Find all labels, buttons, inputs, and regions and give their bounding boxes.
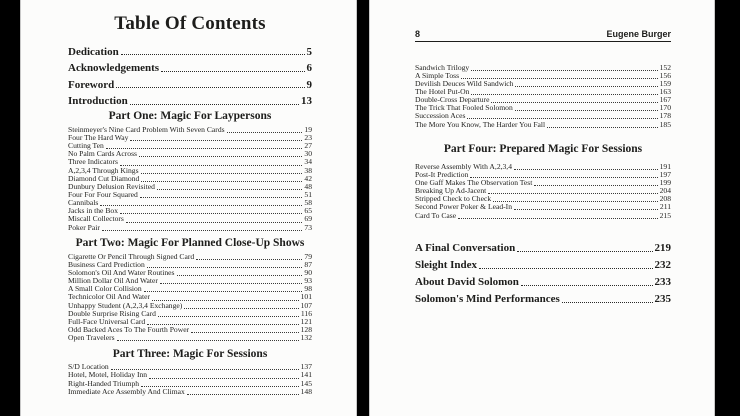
back-matter-list (415, 237, 671, 305)
toc-entry (68, 224, 312, 232)
dot-leader (458, 218, 658, 219)
running-header (415, 29, 671, 42)
toc-entry (415, 237, 671, 254)
toc-entry (415, 212, 671, 220)
dot-leader (120, 165, 302, 166)
entry-label: S/D Location (68, 362, 109, 372)
entry-page-number: 170 (659, 103, 671, 113)
entry-page-number: 42 (304, 173, 312, 183)
entry-page-number: 58 (304, 198, 312, 208)
entry-label: Breaking Up Ad-Jacent (415, 186, 487, 196)
entry-label: Four For Four Squared (68, 190, 138, 200)
entry-label: Solomon's Oil And Water Routines (68, 268, 175, 278)
entry-page-number: 148 (300, 386, 312, 396)
entry-page-number: 107 (300, 300, 312, 310)
dot-leader (521, 285, 653, 286)
entry-label: Sandwich Trilogy (415, 62, 470, 72)
dot-leader (514, 209, 658, 210)
dot-leader (514, 169, 658, 170)
dot-leader (471, 94, 657, 95)
entry-label: Post-It Prediction (415, 169, 469, 179)
entry-label: About David Solomon (415, 276, 519, 289)
entry-page-number: 197 (659, 169, 671, 179)
front-matter-list (68, 41, 312, 107)
entry-page-number: 208 (659, 194, 671, 204)
dot-leader (488, 193, 657, 194)
entry-page-number: 185 (659, 119, 671, 129)
entry-page-number: 30 (304, 149, 312, 159)
entry-page-number: 163 (659, 86, 671, 96)
toc-entry (68, 192, 312, 200)
entry-page-number: 178 (659, 111, 671, 121)
entry-page-number: 232 (654, 259, 671, 272)
dot-leader (177, 275, 303, 276)
entry-label: Solomon's Mind Performances (415, 293, 560, 306)
dot-leader (196, 259, 302, 260)
entry-label: Four The Hard Way (68, 133, 129, 143)
entry-label: Acknowledgements (68, 62, 160, 75)
toc-entry (68, 135, 312, 143)
entry-page-number: 121 (300, 316, 312, 326)
dot-leader (157, 189, 303, 190)
entry-label: Unhappy Student (A,2,3,4 Exchange) (68, 300, 183, 310)
entry-page-number: 215 (659, 210, 671, 220)
entry-page-number: 51 (304, 190, 312, 200)
dot-leader (534, 185, 657, 186)
dot-leader (547, 127, 657, 128)
entry-page-number: 116 (300, 308, 312, 318)
header-page-number: 8 (415, 29, 421, 39)
entry-label: A Final Conversation (415, 242, 516, 255)
entry-label: Succession Aces (415, 111, 466, 121)
part-one-list (68, 126, 312, 232)
entry-page-number: 34 (304, 157, 312, 167)
part-two-heading: Part Two: Magic For Planned Close-Up Shows (75, 237, 305, 250)
toc-entry (68, 91, 312, 108)
entry-label: Dedication (68, 45, 119, 58)
entry-page-number: 145 (300, 378, 312, 388)
entry-label: The Trick That Fooled Solomon (415, 103, 513, 113)
dot-leader (158, 316, 299, 317)
entry-label: Double-Cross Departure (415, 95, 490, 105)
dot-leader (141, 173, 303, 174)
dot-leader (149, 378, 299, 379)
entry-label: A Small Color Collision (68, 284, 142, 294)
dot-leader (562, 302, 653, 303)
entry-page-number: 19 (304, 124, 312, 134)
dot-leader (515, 110, 658, 111)
entry-page-number: 191 (659, 161, 671, 171)
entry-label: Double Surprise Rising Card (68, 308, 156, 318)
entry-page-number: 235 (654, 293, 671, 306)
entry-page-number: 128 (300, 325, 312, 335)
part-three-continued-list (415, 64, 671, 129)
dot-leader (517, 251, 652, 252)
toc-entry (68, 388, 312, 396)
entry-label: A Simple Toss (415, 70, 460, 80)
entry-page-number: 65 (304, 206, 312, 216)
entry-label: Business Card Prediction (68, 259, 145, 269)
entry-label: Dunbury Delusion Revisited (68, 181, 155, 191)
entry-label: Introduction (68, 95, 128, 108)
dot-leader (187, 394, 299, 395)
page-title: Table Of Contents (114, 13, 266, 34)
entry-page-number: 219 (654, 242, 671, 255)
entry-label: Three Indicators (68, 157, 118, 167)
entry-page-number: 211 (659, 202, 671, 212)
toc-entry (68, 58, 312, 75)
entry-page-number: 159 (659, 78, 671, 88)
dot-leader (126, 222, 303, 223)
entry-label: Miscall Collectors (68, 214, 124, 224)
entry-label: Devilish Deuces Wild Sandwich (415, 78, 514, 88)
entry-label: Hotel, Motel, Holiday Inn (68, 370, 148, 380)
part-three-list (68, 364, 312, 397)
entry-page-number: 48 (304, 181, 312, 191)
dot-leader (491, 102, 657, 103)
part-one-heading: Part One: Magic For Laypersons (108, 110, 272, 123)
entry-label: Full-Face Universal Card (68, 316, 146, 326)
entry-page-number: 23 (304, 133, 312, 143)
dot-leader (117, 340, 299, 341)
entry-page-number: 5 (306, 45, 312, 58)
entry-label: The Hotel Put-On (415, 86, 470, 96)
toc-entry (68, 41, 312, 58)
entry-label: Open Travelers (68, 333, 115, 343)
left-page (20, 0, 357, 416)
entry-label: Card To Case (415, 210, 457, 220)
entry-page-number: 233 (654, 276, 671, 289)
entry-label: Jacks in the Box (68, 206, 118, 216)
entry-label: Sleight Index (415, 259, 478, 272)
dot-leader (160, 283, 302, 284)
dot-leader (471, 70, 657, 71)
dot-leader (130, 140, 302, 141)
entry-page-number: 152 (659, 62, 671, 72)
toc-entry (415, 121, 671, 129)
toc-entry (68, 74, 312, 91)
entry-page-number: 69 (304, 214, 312, 224)
entry-page-number: 199 (659, 177, 671, 187)
page-gutter (357, 0, 369, 416)
entry-label: Cigarette Or Pencil Through Signed Card (68, 251, 195, 261)
toc-entry (68, 216, 312, 224)
entry-label: Right-Handed Triumph (68, 378, 140, 388)
entry-label: Technicolor Oil And Water (68, 292, 151, 302)
entry-label: Steinmeyer's Nine Card Problem With Seven Cards (68, 124, 225, 134)
entry-label: Stripped Check to Check (415, 194, 492, 204)
entry-label: Poker Pair (68, 222, 100, 232)
entry-page-number: 6 (306, 62, 312, 75)
dot-leader (493, 201, 657, 202)
dot-leader (144, 291, 303, 292)
entry-page-number: 167 (659, 95, 671, 105)
dot-leader (184, 308, 298, 309)
entry-label: Cannibals (68, 198, 99, 208)
toc-entry (415, 271, 671, 288)
entry-label: No Palm Cards Across (68, 149, 137, 159)
entry-page-number: 27 (304, 141, 312, 151)
entry-label: Reverse Assembly With A,2,3,4 (415, 161, 513, 171)
header-author: Eugene Burger (606, 29, 671, 39)
entry-label: Diamond Cut Diamond (68, 173, 140, 183)
entry-label: Immediate Ace Assembly And Climax (68, 386, 185, 396)
dot-leader (139, 156, 302, 157)
entry-label: A,2,3,4 Through Kings (68, 165, 139, 175)
right-page (369, 0, 715, 416)
dot-leader (120, 213, 302, 214)
dot-leader (479, 268, 652, 269)
entry-page-number: 9 (306, 78, 312, 91)
dot-leader (141, 181, 302, 182)
part-three-heading: Part Three: Magic For Sessions (112, 347, 268, 360)
dot-leader (140, 197, 303, 198)
entry-label: Million Dollar Oil And Water (68, 276, 158, 286)
entry-page-number: 79 (304, 251, 312, 261)
part-four-heading: Part Four: Prepared Magic For Sessions (443, 143, 643, 156)
entry-page-number: 93 (304, 276, 312, 286)
part-two-list (68, 253, 312, 343)
entry-label: Odd Backed Aces To The Fourth Power (68, 325, 190, 335)
entry-page-number: 101 (300, 292, 312, 302)
toc-entry (415, 288, 671, 305)
dot-leader (191, 332, 299, 333)
dot-leader (121, 54, 305, 55)
dot-leader (227, 132, 303, 133)
toc-entry (68, 335, 312, 343)
dot-leader (515, 86, 657, 87)
entry-page-number: 73 (304, 222, 312, 232)
entry-page-number: 87 (304, 259, 312, 269)
dot-leader (116, 87, 304, 88)
entry-label: One Gaff Makes The Observation Test (415, 177, 533, 187)
dot-leader (102, 230, 303, 231)
entry-label: Foreword (68, 78, 115, 91)
entry-page-number: 132 (300, 333, 312, 343)
entry-page-number: 90 (304, 268, 312, 278)
entry-page-number: 204 (659, 186, 671, 196)
part-four-list (415, 163, 671, 220)
toc-entry (415, 254, 671, 271)
entry-page-number: 156 (659, 70, 671, 80)
entry-page-number: 13 (301, 95, 312, 108)
entry-label: The More You Know, The Harder You Fall (415, 119, 546, 129)
entry-page-number: 38 (304, 165, 312, 175)
entry-page-number: 137 (300, 362, 312, 372)
entry-label: Cutting Ten (68, 141, 104, 151)
dot-leader (161, 71, 304, 72)
dot-leader (100, 205, 302, 206)
entry-page-number: 98 (304, 284, 312, 294)
entry-label: Second Power Poker & Lead-In (415, 202, 513, 212)
entry-page-number: 141 (300, 370, 312, 380)
dot-leader (130, 104, 299, 105)
